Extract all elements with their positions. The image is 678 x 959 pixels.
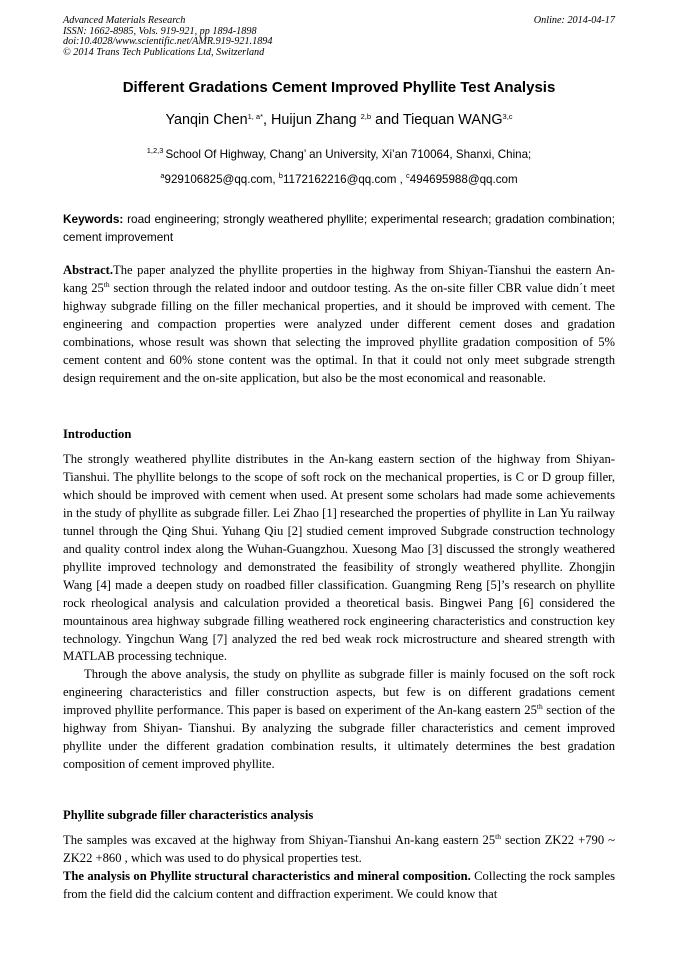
- author-sep-1: ,: [263, 112, 272, 128]
- intro-p2-text-1: Through the above analysis, the study on phyllite as subgrade filler is mainly focused on the soft rock engineering characteristics and filler construction aspects, but few is on different gradations cement improved phyllite performance. This paper is based on experiment of the An-kang eastern 25: [63, 667, 615, 718]
- email-a-sup: a: [160, 171, 165, 180]
- sec2-p2-text: Collecting the rock samples from the field did the calcium content and diffraction experiment. We could know that: [63, 868, 615, 901]
- abstract-text-2: section through the related indoor and outdoor testing. As the on-site filler CBR value didn΄t meet highway subgrade filling on the filler mechanical properties, and it should be improved with cement. The engineering and compaction properties were analyzed under different cement doses and gradation combinations, whose result was shown that selecting the improved phyllite gradation composition of 5% cement content and 60% stone content was the optimal. In that it could not only meet subgrade strength design requirement and the on-site application, but also be the most economical and reasonable.: [63, 280, 615, 385]
- email-b-sup: b: [278, 171, 283, 180]
- author-1: Yanqin Chen: [165, 112, 248, 128]
- journal-header: [63, 16, 615, 58]
- affiliation: [30, 148, 648, 161]
- section-2-paragraph-1: [63, 832, 615, 868]
- introduction-paragraph-1: The strongly weathered phyllite distributes in the An-kang eastern section of the highway from Shiyan-Tianshui. The phyllite belongs to the scope of soft rock on the mechanical properties, is C or D group filler, which should be improved with cement when used. At present some scholars had made some achievements in the study of phyllite as subgrade filler. Lei Zhao [1] researched the properties of phyllite in Lan Yu railway tunnel through the Qing Shui. Yuhang Qiu [2] studied cement improved Subgrade construction technology and quality control index along the Wuhan-Guangzhou. Xuesong Mao [3] discussed the strongly weathered phyllite improved technology and demonstrated the feasibility of strongly weathered phyllite. Zhongjin Wang [4] made a deepen study on roadbed filler classification. Guangming Reng [5]’s research on phyllite rock rheological analysis and calculation provided a theoretical basis. Bingwei Pang [6] considered the mountainous area highway subgrade filling weathered rock engineering characteristics and construction key technology. Yingchun Wang [7] analyzed the red bed weak rock microstructure and sheared strength with MATLAB processing technique.: [63, 452, 615, 664]
- abstract: [63, 262, 615, 388]
- email-line: [30, 173, 648, 186]
- author-2: Huijun Zhang: [271, 112, 361, 128]
- online-date: Online: 2014-04-17: [533, 15, 615, 26]
- intro-p2-sup: th: [536, 702, 543, 712]
- abstract-text-1: The paper analyzed the phyllite properties in the highway from Shiyan-Tianshui the eastern An-kang 25: [63, 263, 615, 295]
- keywords-label: Keywords:: [63, 212, 124, 226]
- sec2-p1-text-2: section ZK22 +790 ~ ZK22 +860 , which was used to do physical properties test.: [63, 833, 615, 865]
- issn: ISSN: 1662-8985, Vols. 919-921, pp 1894-1898: [63, 25, 257, 37]
- email-a[interactable]: 929106825@qq.com,: [164, 173, 279, 186]
- email-c[interactable]: 494695988@qq.com: [409, 173, 518, 186]
- author-2-sup: 2,b: [360, 112, 372, 121]
- abstract-sup: th: [103, 279, 110, 289]
- sec2-p2-label: The analysis on Phyllite structural characteristics and mineral composition.: [63, 868, 471, 883]
- author-3: Tiequan WANG: [402, 112, 503, 128]
- email-c-sup: c: [406, 171, 410, 180]
- author-3-sup: 3,c: [502, 112, 513, 121]
- sec2-p1-sup: th: [495, 832, 501, 841]
- introduction-body: [63, 451, 615, 774]
- intro-p2-text-2: section of the highway from Shiyan- Tianshui. By analyzing the subgrade filler characteristics and cement improved phyllite under the different gradation combination results, it ultimately determines the best gradation composition of cement improved phyllite.: [63, 703, 615, 772]
- email-b[interactable]: 1172162216@qq.com ,: [282, 173, 407, 186]
- journal-name: Advanced Materials Research: [63, 15, 186, 26]
- introduction-heading: Introduction: [63, 427, 132, 441]
- author-1-sup: 1, a*: [247, 112, 264, 121]
- paper-title: Different Gradations Cement Improved Phyllite Test Analysis: [122, 79, 556, 96]
- introduction-paragraph-2: [63, 666, 615, 774]
- keywords: [63, 210, 615, 246]
- author-sep-2: and: [371, 112, 403, 128]
- sec2-p1-text-1: The samples was excaved at the highway from Shiyan-Tianshui An-kang eastern 25: [63, 833, 496, 847]
- keywords-text: road engineering; strongly weathered phyllite; experimental research; gradation combination; cement improvement: [63, 212, 615, 244]
- section-2-paragraph-2: [63, 868, 615, 904]
- copyright: © 2014 Trans Tech Publications Ltd, Switzerland: [63, 46, 265, 58]
- affiliation-sup: 1,2,3: [146, 146, 166, 155]
- section-2-heading: Phyllite subgrade filler characteristics analysis: [63, 808, 314, 822]
- author-line: [30, 112, 648, 128]
- abstract-label: Abstract.: [63, 263, 114, 277]
- affiliation-text: School Of Highway, Chang’ an University, Xi’an 710064, Shanxi, China;: [165, 148, 532, 161]
- section-2-body: [63, 832, 615, 904]
- doi: doi:10.4028/www.scientific.net/AMR.919-921.1894: [63, 36, 273, 48]
